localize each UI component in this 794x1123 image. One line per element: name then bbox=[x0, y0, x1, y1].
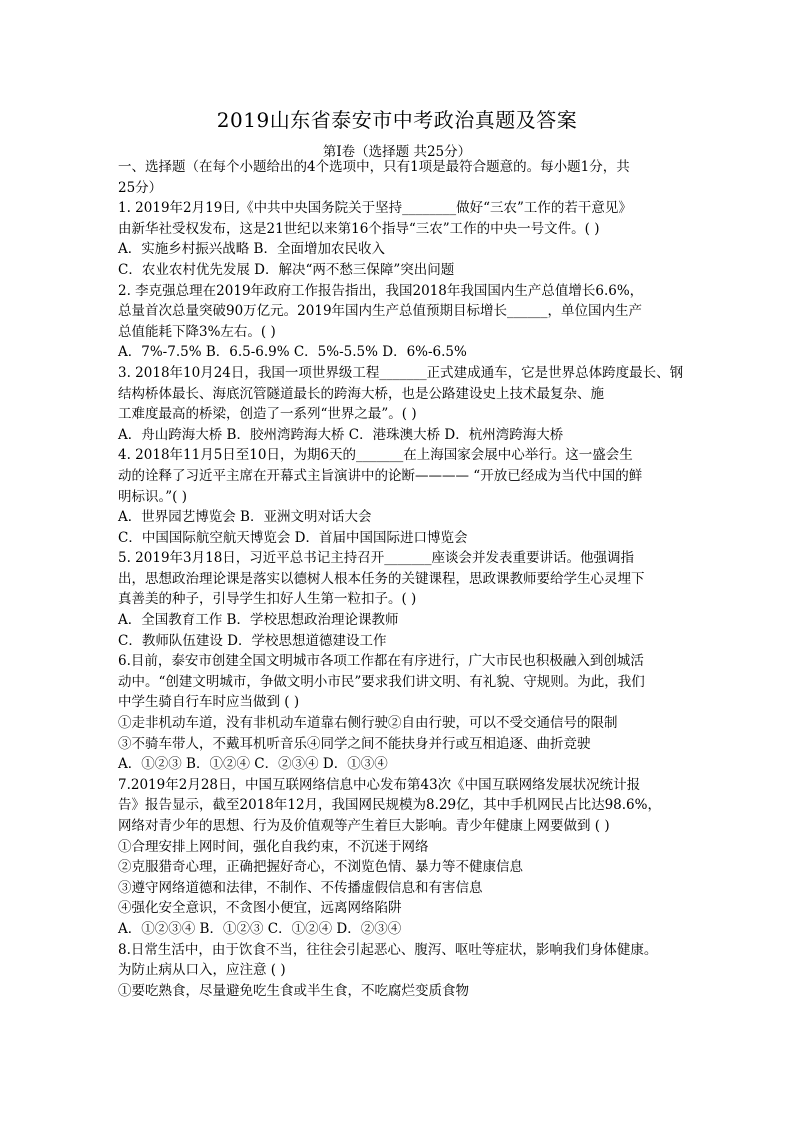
text-line: A．舟山跨海大桥 B．胶州湾跨海大桥 C．港珠澳大桥 D．杭州湾跨海大桥 bbox=[118, 426, 564, 443]
document-body bbox=[118, 157, 688, 1001]
text-line: 5. 2019年3月18日，习近平总书记主持召开_______座谈会并发表重要讲话。他强调指 bbox=[118, 550, 635, 567]
text-line: ③遵守网络道德和法律，不制作、不传播虚假信息和有害信息 bbox=[118, 879, 483, 896]
section-title: 第Ⅰ卷（选择题 共25分） bbox=[322, 144, 472, 160]
text-line: A．全国教育工作 B．学校思想政治理论课教师 bbox=[118, 612, 399, 629]
text-line: 7.2019年2月28日，中国互联网络信息中心发布第43次《中国互联网络发展状况统计报 bbox=[118, 776, 641, 793]
text-line: 中学生骑自行车时应当做到 ( ) bbox=[118, 694, 300, 711]
text-line: 工难度最高的桥梁，创造了一系列“世界之最”。( ) bbox=[118, 406, 417, 423]
text-line: A．实施乡村振兴战略 B．全面增加农民收入 bbox=[118, 241, 385, 258]
text-line: 总量首次总量突破90万亿元。2019年国内生产总值预期目标增长______，单位国内生产 bbox=[118, 303, 643, 320]
text-line: 告》报告显示，截至2018年12月，我国网民规模为8.29亿，其中手机网民占比达98.6%， bbox=[118, 797, 661, 814]
text-line: 动的诠释了习近平主席在开幕式主旨演讲中的论断———— “开放已经成为当代中国的鲜 bbox=[118, 467, 643, 484]
text-line: 总值能耗下降3%左右。( ) bbox=[118, 323, 276, 340]
text-line: ①走非机动车道，没有非机动车道靠右侧行驶②自由行驶，可以不受交通信号的限制 bbox=[118, 715, 618, 732]
text-line: C．农业农村优先发展 D．解决“两不愁三保障”突出问题 bbox=[118, 261, 455, 278]
text-line: 网络对青少年的思想、行为及价值观等产生着巨大影响。青少年健康上网要做到 ( ) bbox=[118, 818, 610, 834]
text-line: 动中。“创建文明城市，争做文明小市民”要求我们讲文明、有礼貌、守规则。为此，我们 bbox=[118, 673, 645, 690]
text-line: ①合理安排上网时间，强化自我约束，不沉迷于网络 bbox=[118, 838, 429, 855]
text-line: 1. 2019年2月19日,《中共中央国务院关于坚持________做好“三农”工作的若干意见》 bbox=[118, 200, 632, 217]
text-line: A．①②③④ B．①②③ C．①②④ D．②③④ bbox=[118, 920, 402, 937]
text-line: 明标识。”( ) bbox=[118, 488, 187, 505]
text-line: A．①②③ B．①②④ C．②③④ D．①③④ bbox=[118, 756, 388, 773]
text-line: 2. 李克强总理在2019年政府工作报告指出，我国2018年我国国内生产总值增长6.6%， bbox=[118, 282, 644, 299]
text-line: 真善美的种子，引导学生扣好人生第一粒扣子。( ) bbox=[118, 591, 417, 608]
text-line: 由新华社受权发布，这是21世纪以来第16个指导“三农”工作的中央一号文件。( ) bbox=[118, 220, 600, 237]
page-title: 2019山东省泰安市中考政治真题及答案 bbox=[216, 108, 578, 132]
text-line: 3. 2018年10月24日，我国一项世界级工程_______正式建成通车，它是世界总体跨度最长、钢结构桥体最长、海底沉管隧道最长的跨海大桥，也是公路建设史上技术最复杂、施 bbox=[118, 364, 684, 402]
text-line: C．中国国际航空航天博览会 D．首届中国国际进口博览会 bbox=[118, 529, 468, 546]
text-line: A．7%-7.5% B．6.5-6.9% C．5%-5.5% D．6%-6.5% bbox=[118, 344, 467, 361]
text-line: ①要吃熟食，尽量避免吃生食或半生食，不吃腐烂变质食物 bbox=[118, 982, 469, 999]
text-line: 25分） bbox=[118, 179, 163, 196]
text-line: 为防止病从口入，应注意 ( ) bbox=[118, 962, 286, 979]
text-line: ③不骑车带人，不戴耳机听音乐④同学之间不能扶身并行或互相追逐、曲折竞驶 bbox=[118, 735, 591, 752]
text-line: 6.目前，泰安市创建全国文明城市各项工作都在有序进行，广大市民也积极融入到创城活 bbox=[118, 653, 644, 670]
text-line: C．教师队伍建设 D．学校思想道德建设工作 bbox=[118, 632, 387, 649]
text-line: ②克服猎奇心理，正确把握好奇心，不浏览色情、暴力等不健康信息 bbox=[118, 859, 523, 876]
text-line: 出，思想政治理论课是落实以德树人根本任务的关键课程，思政课教师要给学生心灵埋下 bbox=[118, 570, 645, 587]
text-line: ④强化安全意识，不贪图小便宜，远离网络陷阱 bbox=[118, 900, 402, 917]
text-line: A．世界园艺博览会 B．亚洲文明对话大会 bbox=[118, 509, 372, 526]
text-line: 4. 2018年11月5日至10日，为期6天的_______在上海国家会展中心举行。这一盛会生 bbox=[118, 447, 633, 464]
text-line: 一、选择题（在每个小题给出的4个选项中，只有1项是最符合题意的。每小题1分，共 bbox=[118, 159, 630, 175]
text-line: 8.日常生活中，由于饮食不当，往往会引起恶心、腹泻、呕吐等症状，影响我们身体健康。 bbox=[118, 941, 658, 958]
